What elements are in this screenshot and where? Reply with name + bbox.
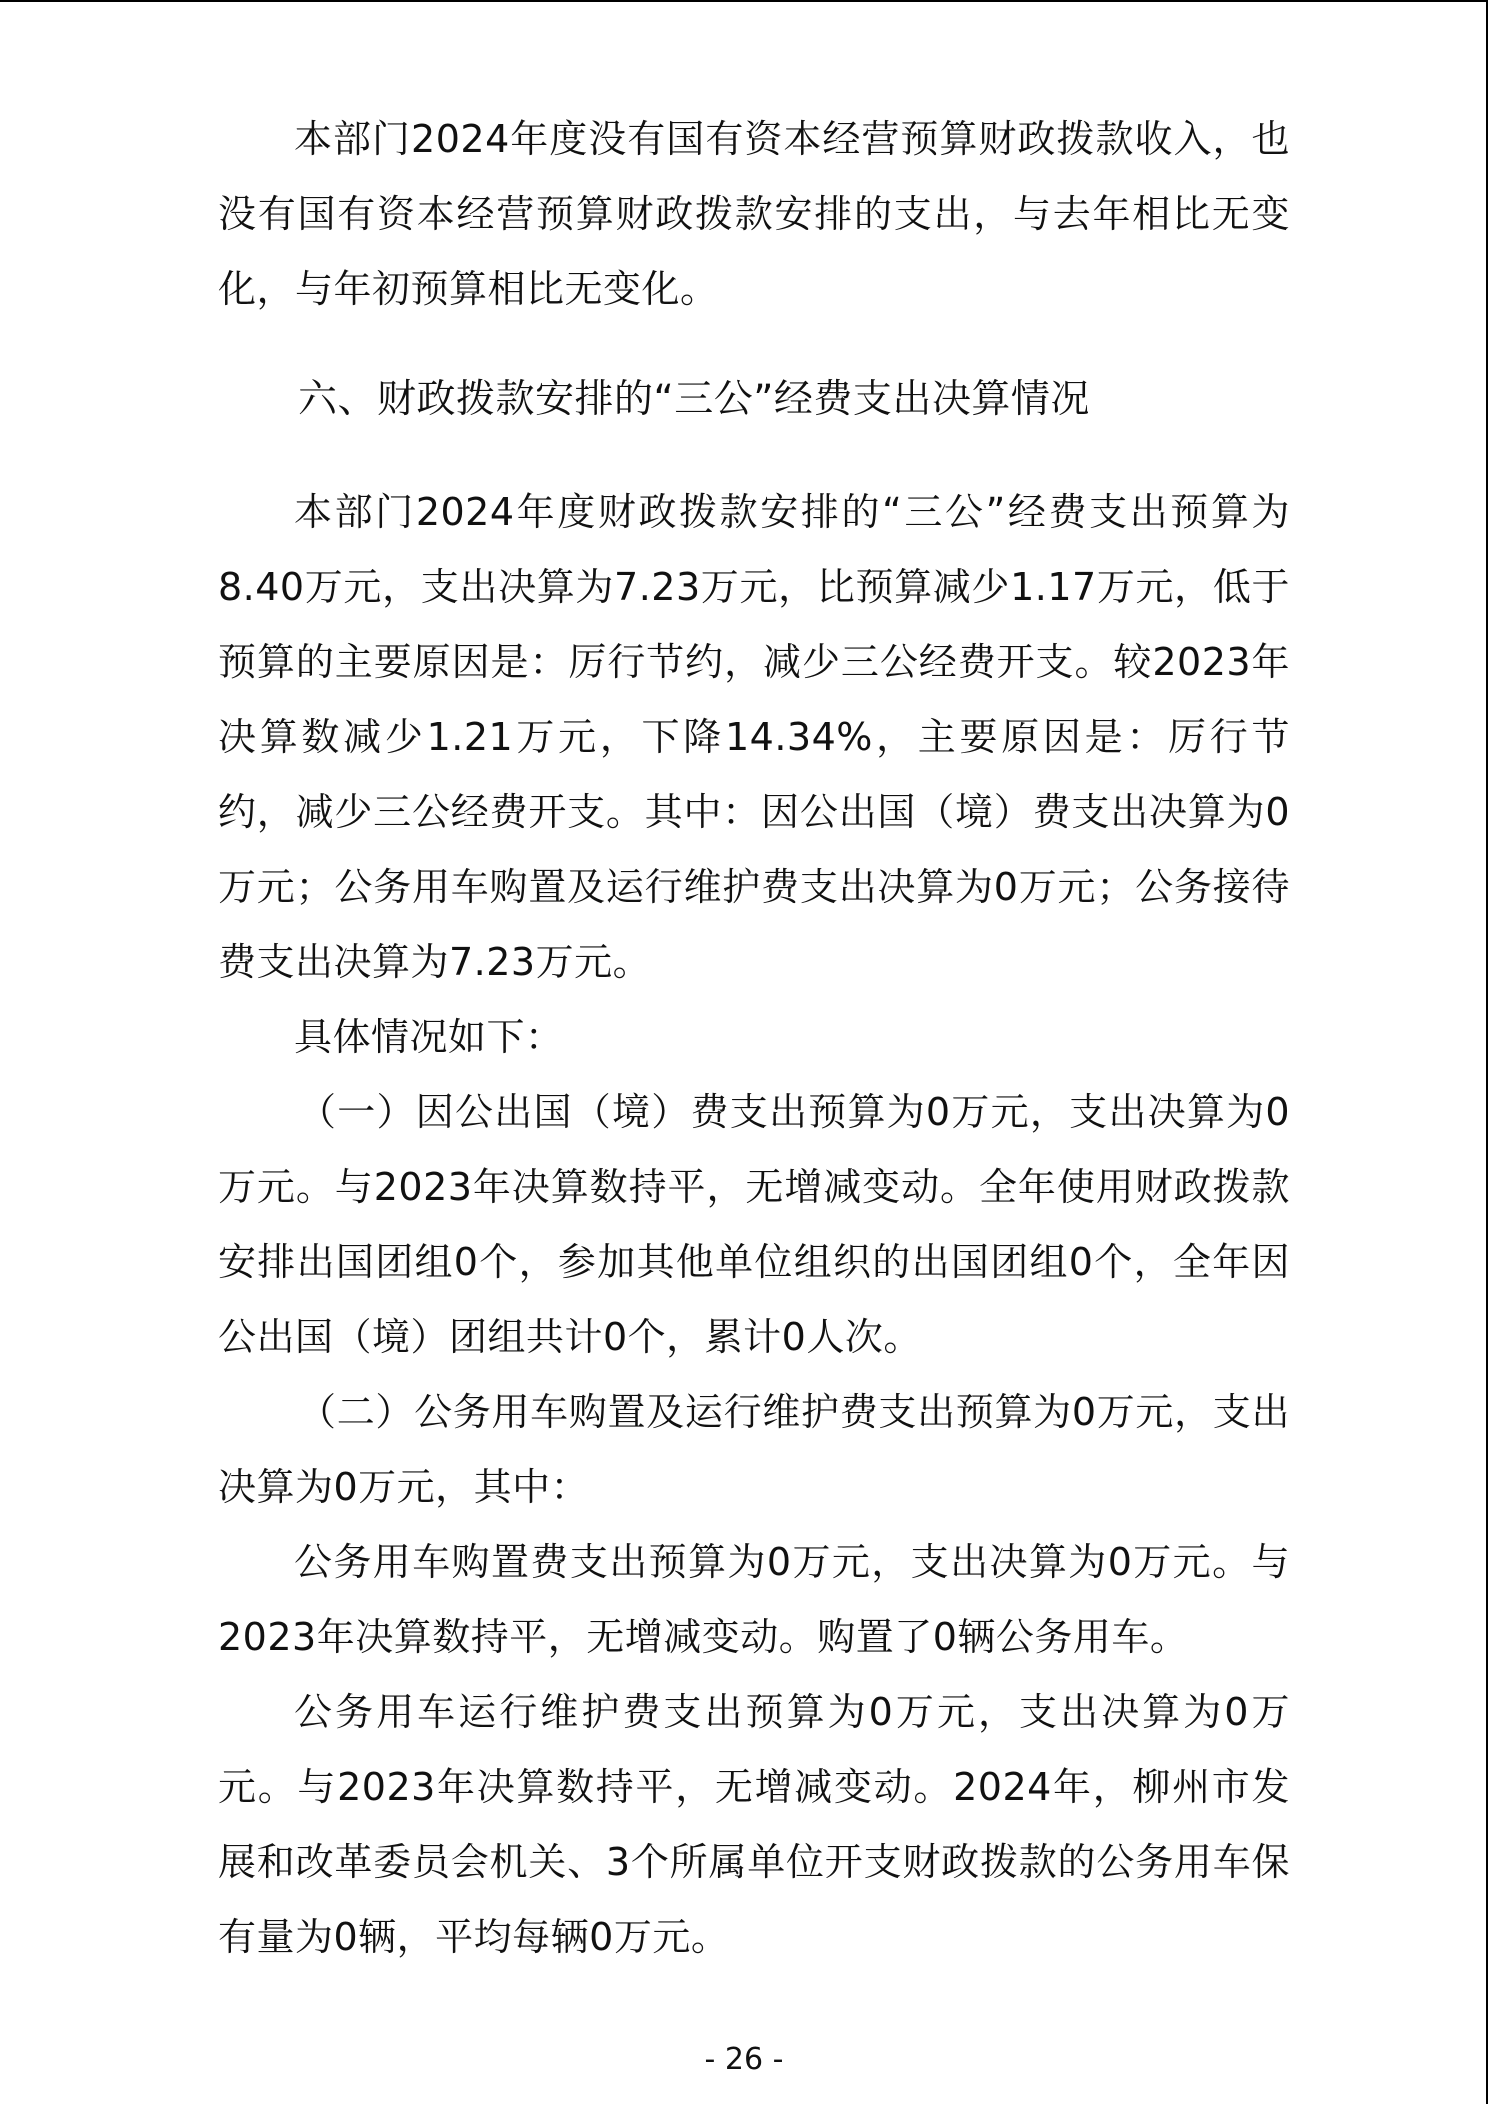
page-number: - 26 -	[704, 2042, 784, 2077]
paragraph-vehicle-expenses: （二）公务用车购置及运行维护费支出预算为0万元，支出决算为0万元，其中：	[218, 1390, 1290, 1509]
paragraph-overseas-travel: （一）因公出国（境）费支出预算为0万元，支出决算为0万元。与2023年决算数持平，无增减变动。全年使用财政拨款安排出国团组0个，参加其他单位组织的出国团组0个，全年因公出国（境）团组共计0个，累计0人次。	[218, 1090, 1290, 1359]
paragraph-vehicle-purchase: 公务用车购置费支出预算为0万元，支出决算为0万元。与2023年决算数持平，无增减变动。购置了0辆公务用车。	[218, 1540, 1290, 1659]
paragraph-state-capital-budget: 本部门2024年度没有国有资本经营预算财政拨款收入，也没有国有资本经营预算财政拨款安排的支出，与去年相比无变化，与年初预算相比无变化。	[218, 117, 1290, 311]
paragraph-three-public-summary: 本部门2024年度财政拨款安排的“三公”经费支出预算为8.40万元，支出决算为7.23万元，比预算减少1.17万元，低于预算的主要原因是：厉行节约，减少三公经费开支。较2023年决算数减少1.21万元，下降14.34%，主要原因是：厉行节约，减少三公经费开支。其中：因公出国（境）费支出决算为0万元；公务用车购置及运行维护费支出决算为0万元；公务接待费支出决算为7.23万元。	[218, 490, 1290, 984]
paragraph-details-intro: 具体情况如下：	[294, 1015, 564, 1059]
paragraph-vehicle-maintenance: 公务用车运行维护费支出预算为0万元，支出决算为0万元。与2023年决算数持平，无增减变动。2024年，柳州市发展和改革委员会机关、3个所属单位开支财政拨款的公务用车保有量为0辆，平均每辆0万元。	[218, 1690, 1290, 1959]
document-body	[218, 102, 1290, 1975]
section-heading-three-public-expenses: 六、财政拨款安排的“三公”经费支出决算情况	[298, 377, 1090, 422]
